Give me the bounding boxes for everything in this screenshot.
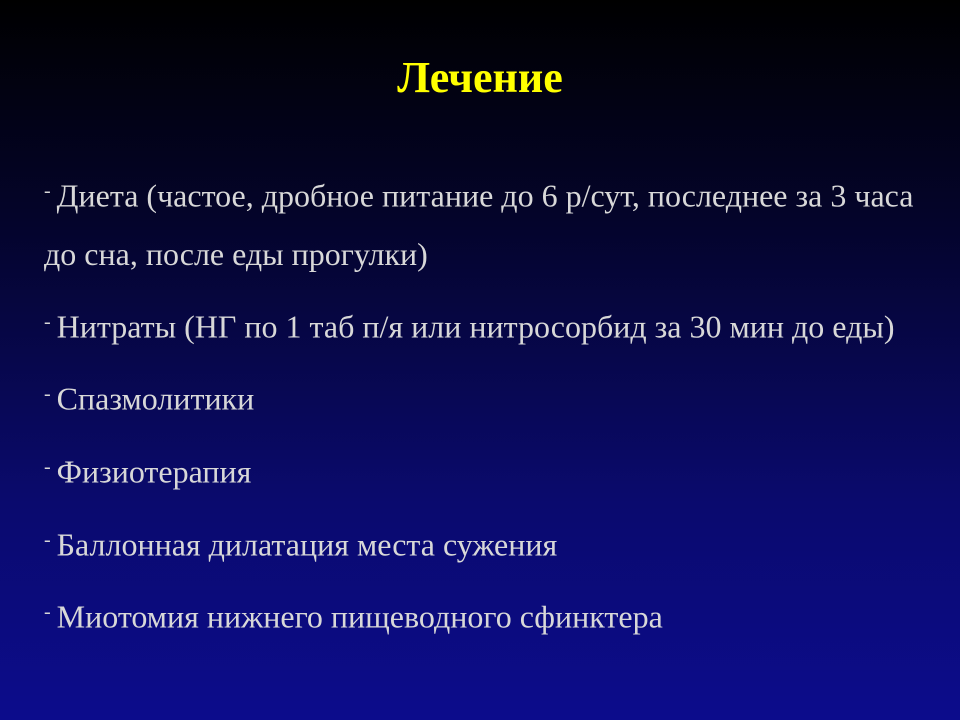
bullet-text: Спазмолитики <box>56 380 255 417</box>
bullet-marker: - <box>44 383 51 406</box>
bullet-marker: - <box>44 310 51 333</box>
list-item <box>44 509 934 574</box>
bullet-text: Нитраты (НГ по 1 таб п/я или нитросорбид за 30 мин до еды) <box>56 308 895 345</box>
slide-title: Лечение <box>397 53 563 102</box>
list-item <box>44 291 934 356</box>
bullet-text: Физиотерапия <box>56 453 252 490</box>
list-item <box>44 436 934 501</box>
bullet-text: Миотомия нижнего пищеводного сфинктера <box>56 598 663 635</box>
bullet-marker: - <box>44 528 51 551</box>
list-item <box>44 160 934 283</box>
bullet-text: Баллонная дилатация места сужения <box>56 526 558 563</box>
list-item <box>44 363 934 428</box>
bullet-marker: - <box>44 455 51 478</box>
bullet-marker: - <box>44 601 51 624</box>
list-item <box>44 581 934 646</box>
bullet-marker: - <box>44 180 51 202</box>
bullet-text: Диета (частое, дробное питание до 6 р/сут, последнее за 3 часа до сна, после еды прогулки) <box>44 177 914 272</box>
bullet-list <box>44 160 934 654</box>
